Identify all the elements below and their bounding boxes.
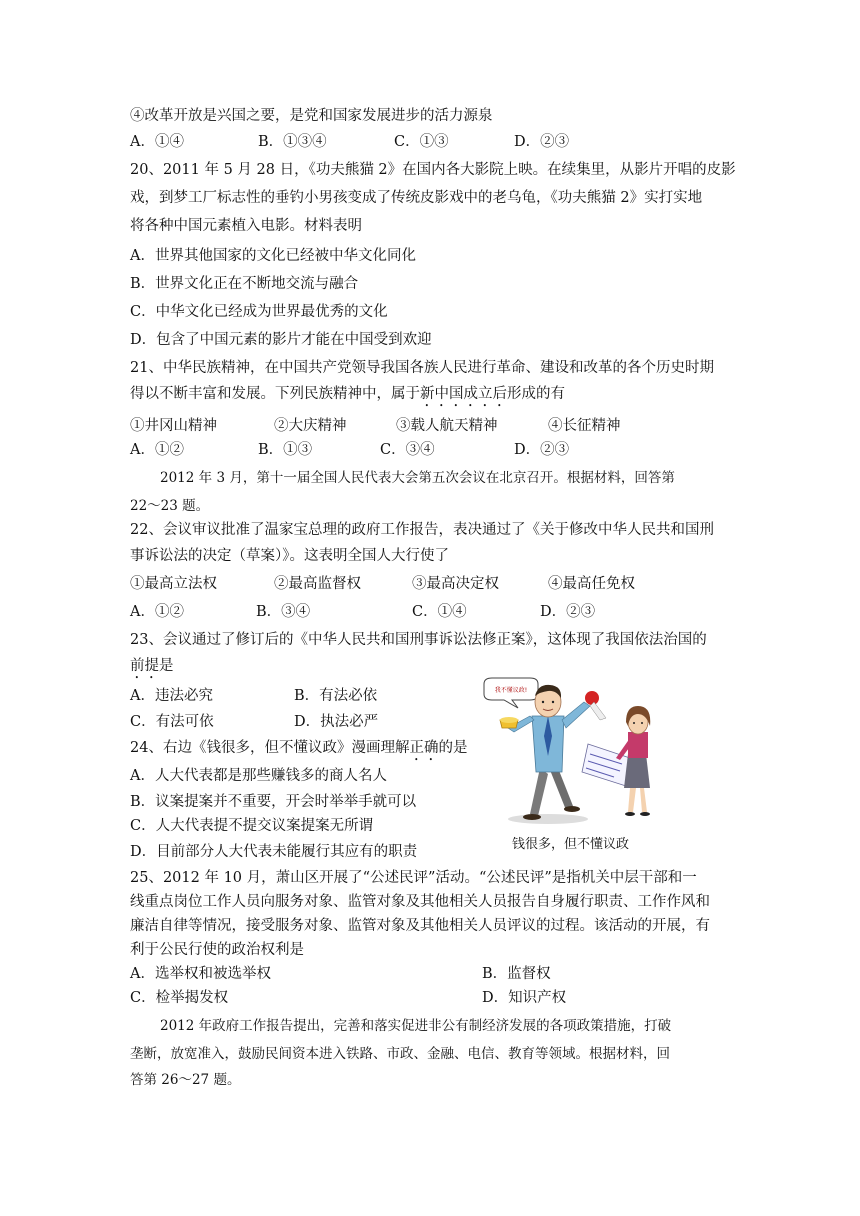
q21-item3: ③载人航天精神 [396,418,498,434]
q25-option-c: C．检举揭发权 [130,990,229,1006]
q22-stem-line2: 事诉讼法的决定（草案）》。这表明全国人大行使了 [130,548,449,564]
speech-bubble-text: 我不懂议政! [494,687,528,694]
q21-option-a: A．①② [130,442,184,458]
q23-option-a: A．违法必究 [130,688,213,704]
intro26-line2: 垄断，放宽准入，鼓励民间资本进入铁路、市政、金融、电信、教育等领域。根据材料，回 [130,1046,670,1062]
q19-item4: ④改革开放是兴国之要，是党和国家发展进步的活力源泉 [130,108,493,124]
q19-option-b: B．①③④ [258,134,327,150]
speech-bubble [484,678,538,708]
q25-stem-line2: 线重点岗位工作人员向服务对象、监管对象及其他相关人员报告自身履行职责、工作作风和 [130,894,710,910]
q24-stem: 24、右边《钱很多，但不懂议政》漫画理解正确的是 [130,740,468,756]
q20-option-b: B．世界文化正在不断地交流与融合 [130,276,359,292]
q25-option-d: D．知识产权 [482,990,567,1006]
q22-item2: ②最高监督权 [274,576,361,592]
q21-option-d: D．②③ [514,442,570,458]
q25-stem-line3: 廉洁自律等情况，接受服务对象、监管对象及其他相关人员评议的过程。该活动的开展，有 [130,918,710,934]
q19-option-a: A．①④ [130,134,184,150]
q22-option-a: A．①② [130,604,184,620]
cartoon-illustration [478,676,668,826]
q22-item4: ④最高任免权 [548,576,635,592]
q25-option-b: B．监督权 [482,966,551,982]
intro22-line1: 2012 年 3 月，第十一届全国人民代表大会第五次会议在北京召开。根据材料，回答第 [160,470,675,486]
q24-option-a: A．人大代表都是那些赚钱多的商人名人 [130,768,387,784]
q23-emphasis: 前提 [130,658,159,674]
q23-stem-line2: 前提是 [130,658,174,674]
q22-stem-line1: 22、会议审议批准了温家宝总理的政府工作报告，表决通过了《关于修改中华人民共和国刑 [130,522,714,538]
q23-option-c: C．有法可依 [130,714,214,730]
q19-option-c: C．①③ [394,134,449,150]
q22-option-c: C．①④ [412,604,467,620]
q25-stem-line1: 25、2012 年 10 月，萧山区开展了“公述民评”活动。“公述民评”是指机关中层干部和一 [130,870,697,886]
q21-option-b: B．①③ [258,442,313,458]
q22-option-b: B．③④ [256,604,311,620]
q24-emphasis: 正确 [409,740,439,756]
q23-stem-line1: 23、会议通过了修订后的《中华人民共和国刑事诉讼法修正案》，这体现了我国依法治国的 [130,632,707,648]
q20-stem-line2: 戏，到梦工厂标志性的垂钓小男孩变成了传统皮影戏中的老乌龟，《功夫熊猫 2》实打实地 [130,190,703,206]
q21-item2: ②大庆精神 [274,418,347,434]
q25-option-a: A．选举权和被选举权 [130,966,271,982]
q24-option-d: D．目前部分人大代表未能履行其应有的职责 [130,844,418,860]
q24-option-c: C．人大代表提不提交议案提案无所谓 [130,818,374,834]
q21-stem-line1: 21、中华民族精神，在中国共产党领导我国各族人民进行革命、建设和改革的各个历史时期 [130,360,714,376]
q20-stem-line1: 20、2011 年 5 月 28 日，《功夫熊猫 2》在国内各大影院上映。在续集里，从影片开唱的皮影 [130,162,736,178]
q19-option-d: D．②③ [514,134,570,150]
intro26-line1: 2012 年政府工作报告提出，完善和落实促进非公有制经济发展的各项政策措施，打破 [160,1018,672,1034]
q22-option-d: D．②③ [540,604,596,620]
intro26-line3: 答第 26～27 题。 [130,1072,241,1088]
cartoon-caption: 钱很多，但不懂议政 [512,837,630,852]
q25-stem-line4: 利于公民行使的政治权利是 [130,942,304,958]
q22-item3: ③最高决定权 [412,576,499,592]
q24-option-b: B．议案提案并不重要，开会时举举手就可以 [130,794,417,810]
q21-item4: ④长征精神 [548,418,621,434]
q23-option-d: D．执法必严 [294,714,379,730]
q22-item1: ①最高立法权 [130,576,217,592]
q21-emphasis: 新中国成立后 [420,386,507,402]
q20-option-a: A．世界其他国家的文化已经被中华文化同化 [130,248,416,264]
q20-option-d: D．包含了中国元素的影片才能在中国受到欢迎 [130,332,432,348]
q23-option-b: B．有法必依 [294,688,378,704]
q21-stem-line2: 得以不断丰富和发展。下列民族精神中，属于新中国成立后形成的有 [130,386,565,402]
q20-option-c: C．中华文化已经成为世界最优秀的文化 [130,304,388,320]
q20-stem-line3: 将各种中国元素植入电影。材料表明 [130,218,362,234]
q21-item1: ①井冈山精神 [130,418,217,434]
intro22-line2: 22～23 题。 [130,498,210,514]
q21-option-c: C．③④ [380,442,435,458]
